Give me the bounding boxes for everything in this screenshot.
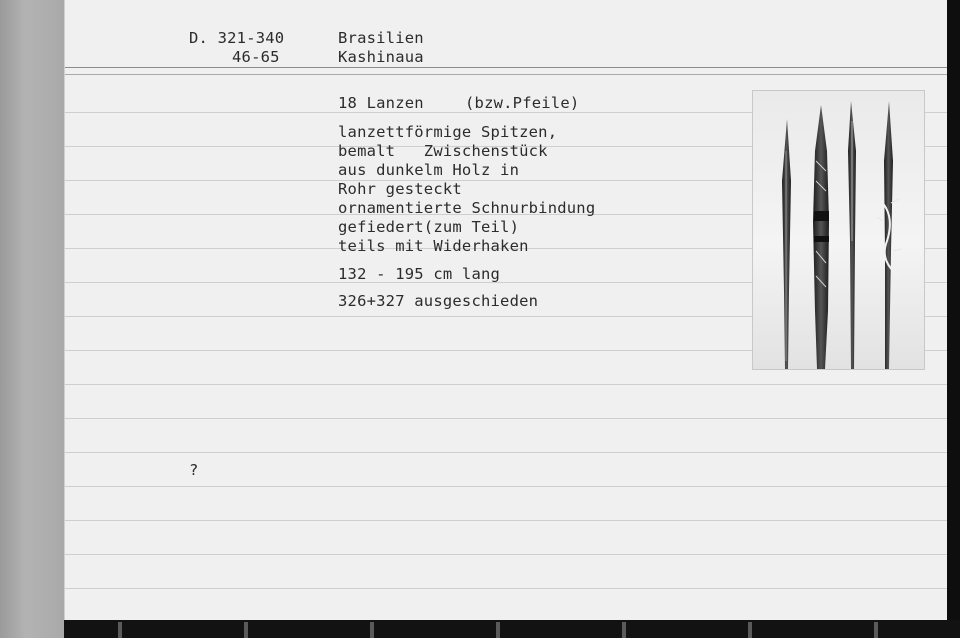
object-title: 18 Lanzen — [338, 94, 424, 112]
spear-point-1 — [782, 119, 791, 369]
description-line: Rohr gesteckt — [338, 180, 462, 198]
length: 132 - 195 cm lang — [338, 265, 501, 283]
ruled-line — [65, 554, 947, 555]
header-rule — [65, 74, 947, 75]
margin-question-mark: ? — [189, 461, 199, 479]
film-frame-tick — [370, 622, 374, 638]
spear-point-3 — [848, 101, 856, 369]
ruled-line — [65, 452, 947, 453]
scan-background-left — [0, 0, 64, 638]
scan-background-bottom — [64, 620, 960, 638]
spear-points-image — [753, 91, 924, 369]
description-line: teils mit Widerhaken — [338, 237, 529, 255]
people-name: Kashinaua — [338, 48, 424, 66]
inventory-number: D. 321-340 — [189, 29, 285, 47]
ruled-line — [65, 588, 947, 589]
description-line: aus dunkelm Holz in — [338, 161, 520, 179]
description-line: ornamentierte Schnurbindung — [338, 199, 596, 217]
description-line: lanzettförmige Spitzen, — [338, 123, 558, 141]
header-rule — [65, 67, 947, 68]
removed-note: 326+327 ausgeschieden — [338, 292, 539, 310]
object-photo — [752, 90, 925, 370]
spear-point-4 — [877, 101, 901, 369]
film-frame-tick — [874, 622, 878, 638]
ruled-line — [65, 486, 947, 487]
region: Brasilien — [338, 29, 424, 47]
film-frame-tick — [748, 622, 752, 638]
spear-point-2 — [813, 105, 829, 369]
film-frame-tick — [244, 622, 248, 638]
year-range: 46-65 — [232, 48, 280, 66]
description-line: bemalt Zwischenstück — [338, 142, 548, 160]
ruled-line — [65, 418, 947, 419]
object-title-note: (bzw.Pfeile) — [465, 94, 580, 112]
ruled-line — [65, 520, 947, 521]
film-frame-tick — [118, 622, 122, 638]
ruled-line — [65, 384, 947, 385]
film-frame-tick — [622, 622, 626, 638]
film-frame-tick — [496, 622, 500, 638]
description-line: gefiedert(zum Teil) — [338, 218, 520, 236]
